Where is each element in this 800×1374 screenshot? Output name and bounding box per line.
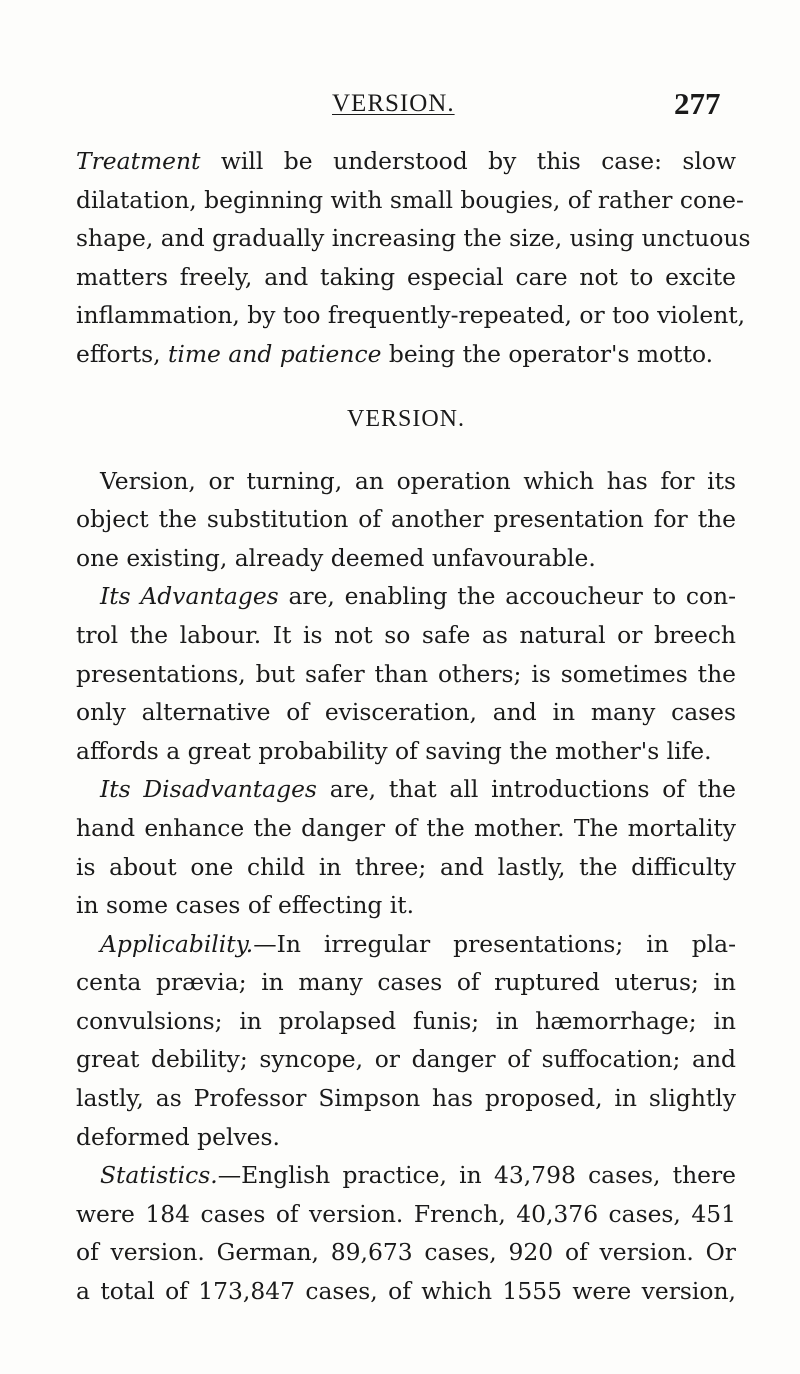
body-text	[76, 142, 751, 1311]
text-line: centa prævia; in many cases of ruptured uterus; in	[76, 968, 736, 997]
text-line: dilatation, beginning with small bougies, of rather cone-	[76, 185, 744, 214]
text-line	[76, 142, 736, 181]
text-line: matters freely, and taking especial care not to excite	[76, 262, 736, 291]
text-line	[76, 335, 736, 374]
text-line: were 184 cases of version. French, 40,376 cases, 451	[76, 1199, 736, 1228]
paragraph-advantages	[76, 577, 736, 770]
paragraph-disadvantages	[76, 770, 736, 924]
text-line: trol the labour. It is not so safe as natural or breech	[76, 620, 736, 649]
text-line: in some cases of effecting it.	[76, 891, 415, 920]
text-line	[76, 577, 736, 616]
line-text: efforts,	[76, 339, 168, 368]
paragraph-definition	[76, 462, 736, 578]
italic-lead: Its Disadvantages	[100, 775, 317, 804]
running-head-title: VERSION.	[332, 90, 455, 117]
text-line	[76, 925, 736, 964]
line-text: —English practice, in 43,798 cases, there	[217, 1161, 736, 1190]
italic-lead: Statistics.	[100, 1161, 218, 1190]
line-text: will be understood by this case: slow	[200, 147, 736, 175]
text-line: is about one child in three; and lastly, the difficulty	[76, 852, 736, 881]
text-line: lastly, as Professor Simpson has proposed, in slightly	[76, 1084, 736, 1113]
text-line: affords a great probability of saving the mother's life.	[76, 736, 712, 765]
paragraph-applicability	[76, 925, 736, 1157]
paragraph-statistics	[76, 1156, 736, 1310]
italic-lead: Its Advantages	[100, 582, 279, 611]
section-heading: VERSION.	[346, 405, 465, 432]
line-text: are, that all introductions of the	[316, 775, 737, 804]
italic-phrase: time and patience	[168, 339, 382, 368]
text-line: only alternative of evisceration, and in many cases	[76, 698, 736, 727]
line-text: are, enabling the accoucheur to con-	[278, 582, 736, 611]
italic-lead: Treatment	[76, 147, 201, 175]
italic-lead: Applicability.	[100, 929, 254, 958]
text-line: one existing, already deemed unfavourable.	[76, 543, 596, 572]
text-line: object the substitution of another presentation for the	[76, 505, 736, 534]
text-line: presentations, but safer than others; is sometimes the	[76, 659, 736, 688]
text-line: deformed pelves.	[76, 1122, 280, 1151]
text-line: a total of 173,847 cases, of which 1555 were version,	[76, 1277, 736, 1306]
running-head	[0, 86, 800, 126]
text-line: inflammation, by too frequently-repeated, or too violent,	[76, 301, 746, 330]
page-number: 277	[674, 86, 721, 121]
text-line: shape, and gradually increasing the size, using unctuous	[76, 224, 751, 253]
text-line	[76, 770, 736, 809]
paragraph-treatment	[76, 142, 751, 374]
text-line: convulsions; in prolapsed funis; in hæmorrhage; in	[76, 1006, 736, 1035]
text-line: hand enhance the danger of the mother. The mortality	[76, 813, 736, 842]
line-text: —In irregular presentations; in pla-	[253, 929, 736, 958]
line-text: being the operator's motto.	[381, 339, 714, 368]
text-line	[76, 1156, 736, 1195]
text-line: Version, or turning, an operation which has for its	[100, 466, 736, 495]
text-line: great debility; syncope, or danger of suffocation; and	[76, 1045, 736, 1074]
text-line: of version. German, 89,673 cases, 920 of version. Or	[76, 1238, 736, 1267]
